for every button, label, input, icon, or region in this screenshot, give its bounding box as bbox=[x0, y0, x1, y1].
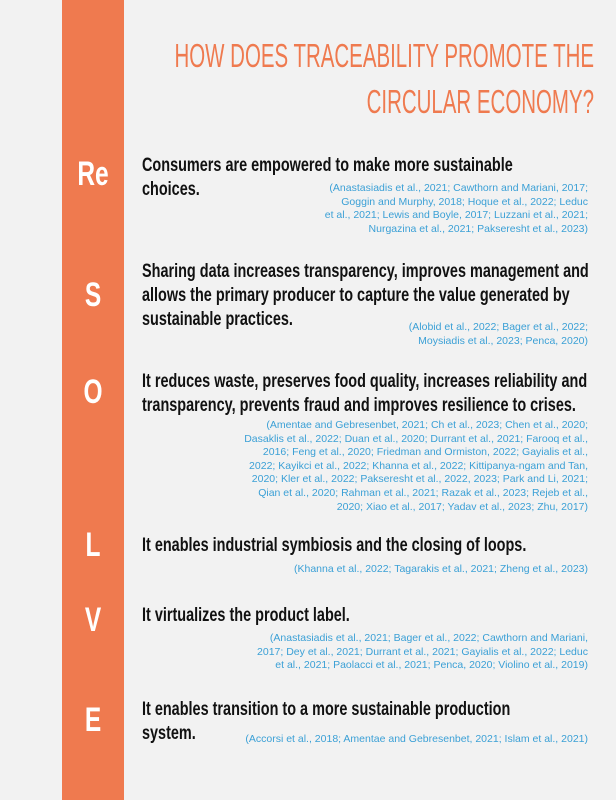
heading-line: Consumers are empowered to make more sustainable bbox=[142, 155, 513, 176]
letter-e: E bbox=[84, 701, 102, 739]
letter-o: O bbox=[83, 373, 103, 411]
citation-line: (Anastasiadis et al., 2021; Cawthorn and Mariani, 2017; bbox=[329, 182, 588, 194]
citation-line: (Alobid et al., 2022; Bager et al., 2022; bbox=[408, 321, 588, 333]
heading-line: It virtualizes the product label. bbox=[142, 605, 350, 626]
letter-v: V bbox=[84, 601, 102, 639]
citation-line: (Anastasiadis et al., 2021; Bager et al., 2022; Cawthorn and Mariani, bbox=[269, 632, 588, 644]
heading-line: It enables industrial symbiosis and the closing of loops. bbox=[142, 535, 527, 556]
letter-re: Re bbox=[77, 155, 109, 193]
citation-line: 2020; Kler et al., 2022; Pakseresht et al., 2022, 2023; Park and Li, 2021; bbox=[251, 473, 588, 486]
section-heading-virtualize bbox=[142, 604, 592, 628]
heading-line: choices. bbox=[142, 179, 200, 200]
citation-optimize bbox=[244, 419, 588, 514]
citation-line: 2016; Feng et al., 2020; Friedman and Ormiston, 2022; Gayialis et al., bbox=[262, 446, 588, 459]
citation-line: et al., 2021; Paolacci et al., 2021; Penca, 2020; Violino et al., 2019) bbox=[275, 659, 588, 672]
citation-reduce bbox=[325, 182, 588, 236]
citation-line: Goggin and Murphy, 2018; Hoque et al., 2022; Leduc bbox=[341, 195, 588, 208]
citation-virtualize bbox=[257, 632, 588, 673]
heading-line: It enables transition to a more sustainable production bbox=[142, 699, 511, 720]
citation-line: (Accorsi et al., 2018; Amentae and Gebresenbet, 2021; Islam et al., 2021) bbox=[245, 733, 588, 745]
citation-line: 2022; Kayikci et al., 2022; Khanna et al., 2022; Kittipanya-ngam and Tan, bbox=[249, 459, 588, 472]
citation-line: Nurgazina et al., 2021; Pakseresht et al., 2023) bbox=[368, 222, 588, 235]
citation-line: 2020; Xiao et al., 2017; Yadav et al., 2023; Zhu, 2017) bbox=[336, 500, 588, 513]
citation-line: Qian et al., 2020; Rahman et al., 2021; Razak et al., 2023; Rejeb et al., bbox=[258, 486, 588, 499]
heading-line: It reduces waste, preserves food quality, increases reliability and bbox=[142, 371, 588, 392]
citation-line: Dasaklis et al., 2022; Duan et al., 2020; Durrant et al., 2021; Farooq et al., bbox=[244, 432, 588, 445]
heading-line: transparency, prevents fraud and improves resilience to crises. bbox=[142, 395, 576, 416]
heading-line: allows the primary producer to capture the value generated by bbox=[142, 285, 570, 306]
letter-l: L bbox=[85, 526, 101, 564]
citation-line: Moysiadis et al., 2023; Penca, 2020) bbox=[418, 334, 588, 347]
letter-s: S bbox=[84, 276, 102, 314]
heading-line: Sharing data increases transparency, improves management and bbox=[142, 261, 589, 282]
title-line: CIRCULAR ECONOMY? bbox=[366, 83, 594, 120]
section-heading-loop bbox=[142, 534, 592, 558]
title-line: HOW DOES TRACEABILITY PROMOTE THE bbox=[174, 37, 594, 74]
citation-line: et al., 2021; Lewis and Boyle, 2017; Luzzani et al., 2021; bbox=[324, 209, 588, 222]
citation-share bbox=[409, 321, 588, 348]
citation-loop bbox=[294, 563, 588, 577]
citation-line: 2017; Dey et al., 2021; Durrant et al., 2021; Gayialis et al., 2022; Leduc bbox=[257, 645, 588, 658]
citation-line: (Amentae and Gebresenbet, 2021; Ch et al., 2023; Chen et al., 2020; bbox=[266, 419, 588, 431]
heading-line: sustainable practices. bbox=[142, 309, 293, 330]
page-title bbox=[98, 33, 594, 125]
citation-line: (Khanna et al., 2022; Tagarakis et al., 2021; Zheng et al., 2023) bbox=[293, 563, 588, 575]
citation-exchange bbox=[245, 733, 588, 747]
heading-line: system. bbox=[142, 723, 196, 744]
section-heading-optimize bbox=[142, 370, 592, 418]
